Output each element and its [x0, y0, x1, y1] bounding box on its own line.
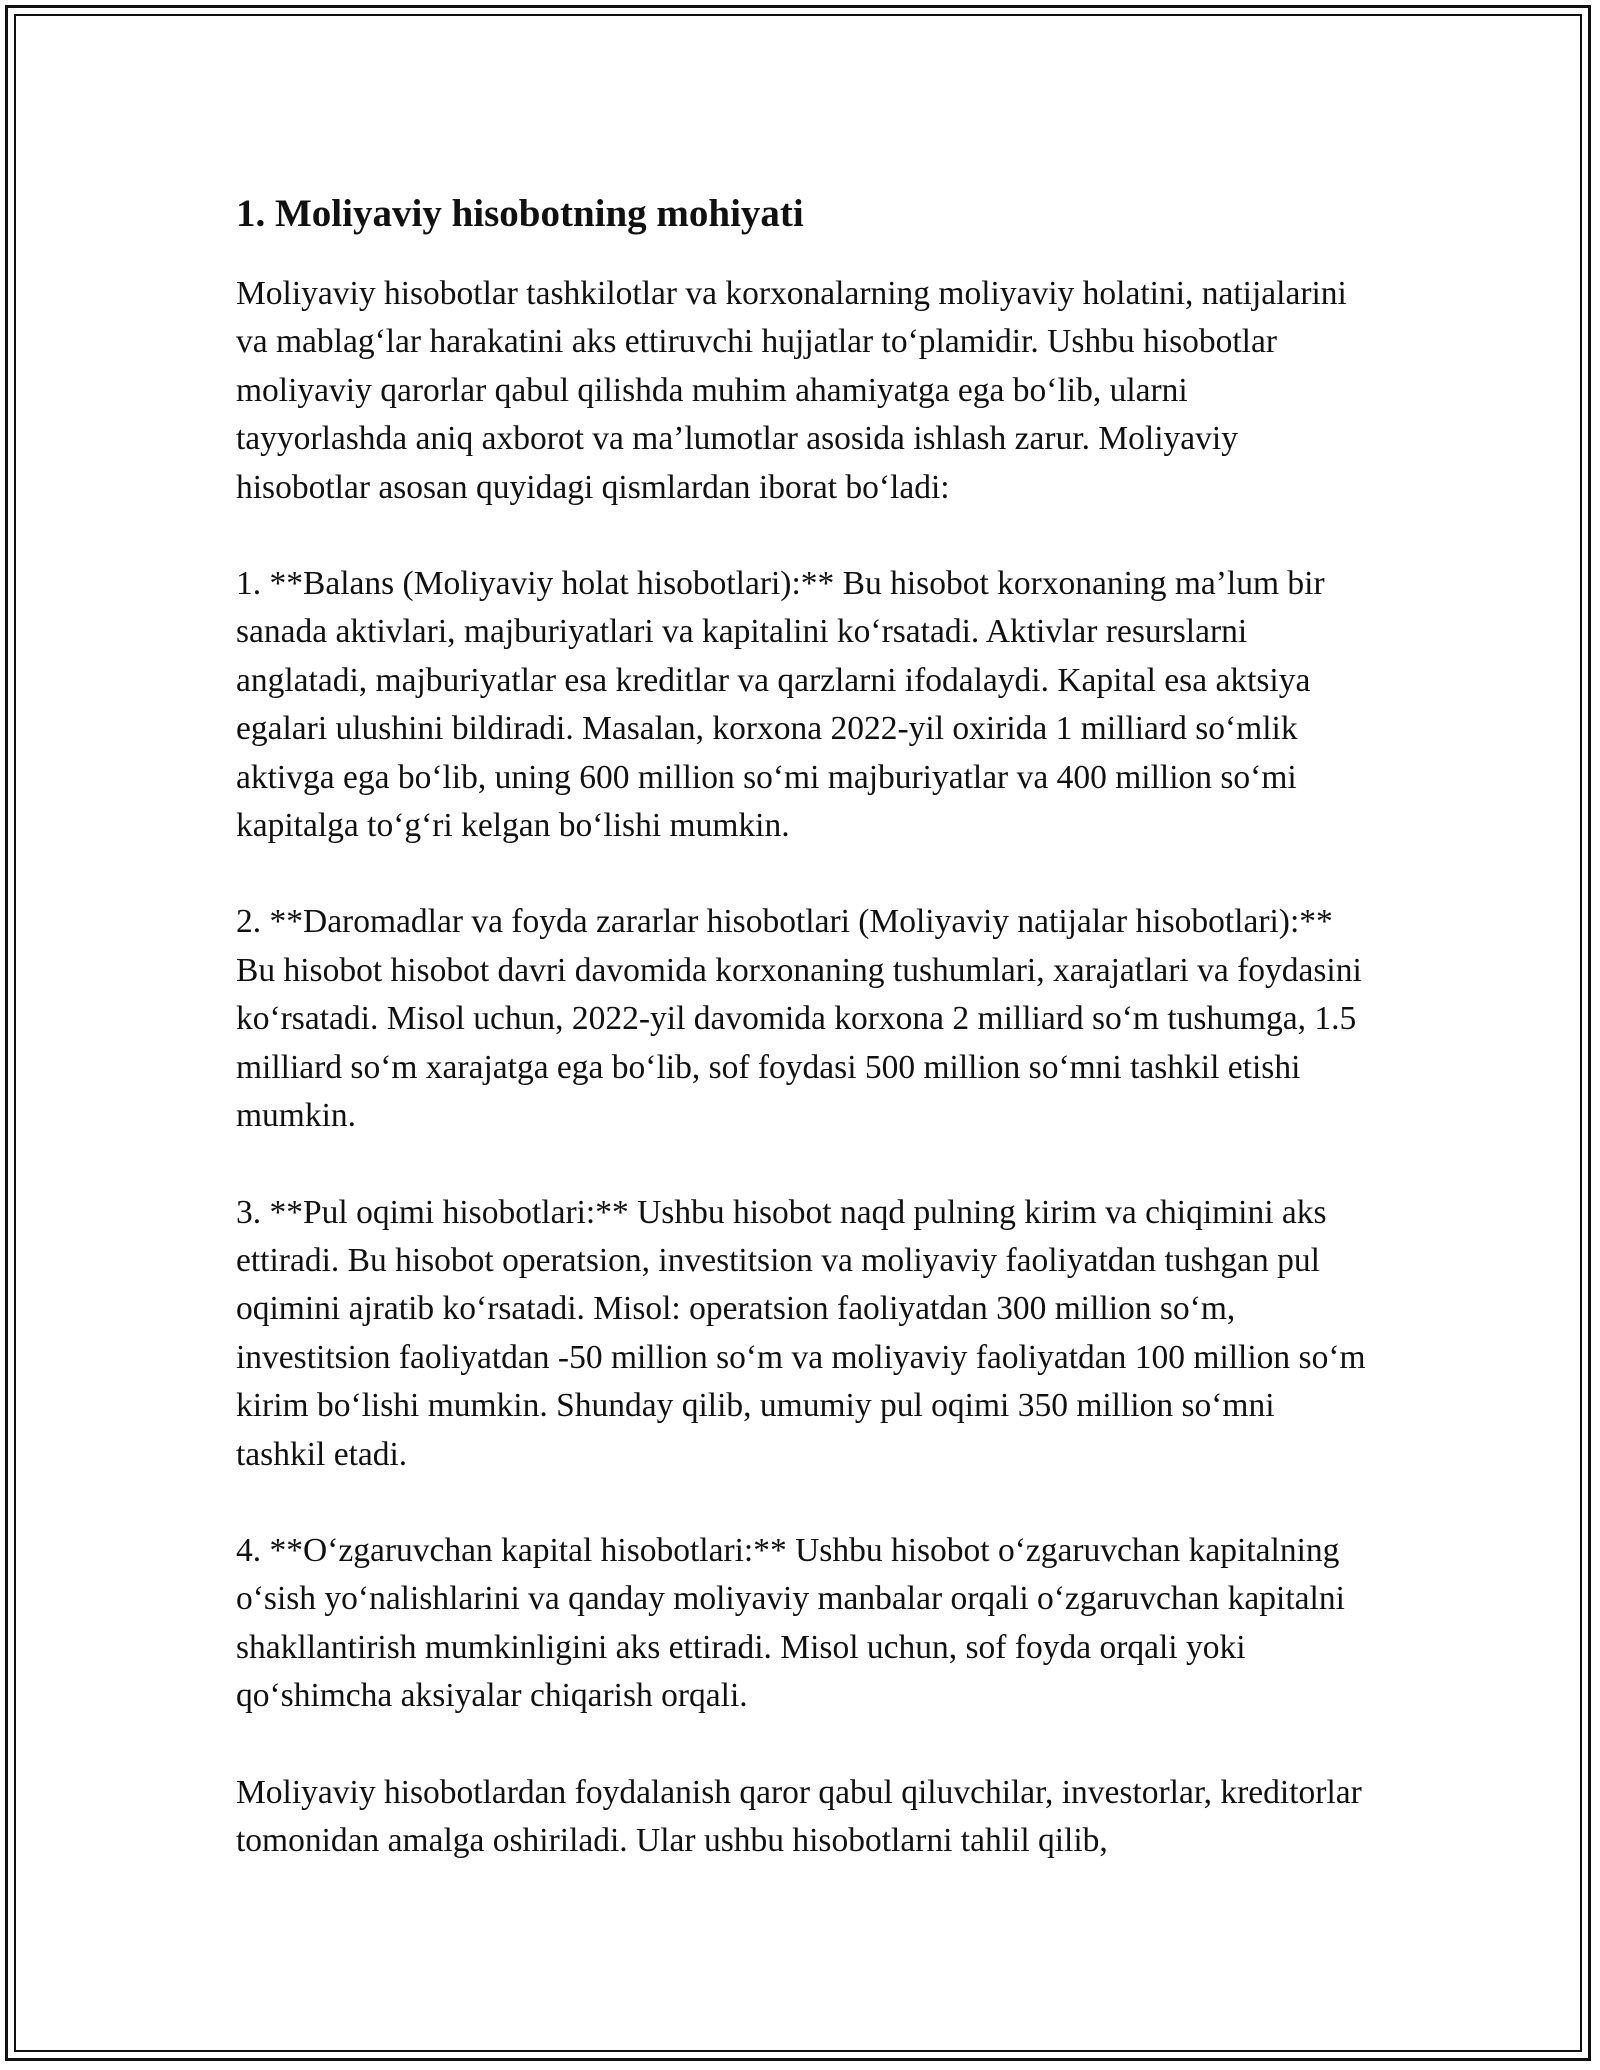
closing-paragraph: Moliyaviy hisobotlardan foydalanish qaror qabul qiluvchilar, investorlar, kreditorlar tomonidan amalga oshiriladi. Ular ushbu hisobotlarni tahlil qilib, — [236, 1773, 1362, 1859]
list-item-equity-changes: 4. **O‘zgaruvchan kapital hisobotlari:** Ushbu hisobot o‘zgaruvchan kapitalning o‘sish yo‘nalishlarini va qanday moliyaviy manbalar orqali o‘zgaruvchan kapitalni shakllantirish mumkinligini aks ettiradi. Misol uchun, sof foyda orqali yoki qo‘shimcha aksiyalar chiqarish orqali. — [236, 1531, 1345, 1715]
document-body — [236, 188, 1366, 1913]
section-heading: 1. Moliyaviy hisobotning mohiyati — [236, 192, 804, 235]
list-item-income-statement: 2. **Daromadlar va foyda zararlar hisobotlari (Moliyaviy natijalar hisobotlari):** Bu hisobot hisobot davri davomida korxonaning tushumlari, xarajatlari va foydasini ko‘rsatadi. Misol uchun, 2022-yil davomida korxona 2 milliard so‘m tushumga, 1.5 milliard so‘m xarajatga ega bo‘lib, sof foydasi 500 million so‘mni tashkil etishi mumkin. — [236, 903, 1362, 1135]
list-item-cash-flow: 3. **Pul oqimi hisobotlari:** Ushbu hisobot naqd pulning kirim va chiqimini aks ettiradi. Bu hisobot operatsion, investitsion va moliyaviy faoliyatdan tushgan pul oqimini ajratib ko‘rsatadi. Misol: operatsion faoliyatdan 300 million so‘m, investitsion faoliyatdan -50 million so‘m va moliyaviy faoliyatdan 100 million so‘m kirim bo‘lishi mumkin. Shunday qilib, umumiy pul oqimi 350 million so‘mni tashkil etadi. — [236, 1193, 1366, 1473]
list-item-balance: 1. **Balans (Moliyaviy holat hisobotlari):** Bu hisobot korxonaning ma’lum bir sanada aktivlari, majburiyatlari va kapitalini ko‘rsatadi. Aktivlar resurslarni anglatadi, majburiyatlar esa kreditlar va qarzlarni ifodalaydi. Kapital esa aktsiya egalari ulushini bildiradi. Masalan, korxona 2022-yil oxirida 1 milliard so‘mlik aktivga ega bo‘lib, uning 600 million so‘mi majburiyatlar va 400 million so‘mi kapitalga to‘g‘ri kelgan bo‘lishi mumkin. — [236, 565, 1325, 845]
intro-paragraph: Moliyaviy hisobotlar tashkilotlar va korxonalarning moliyaviy holatini, natijalarini va mablag‘lar harakatini aks ettiruvchi hujjatlar to‘plamidir. Ushbu hisobotlar moliyaviy qarorlar qabul qilishda muhim ahamiyatga ega bo‘lib, ularni tayyorlashda aniq axborot va ma’lumotlar asosida ishlash zarur. Moliyaviy hisobotlar asosan quyidagi qismlardan iborat bo‘ladi: — [236, 275, 1347, 506]
